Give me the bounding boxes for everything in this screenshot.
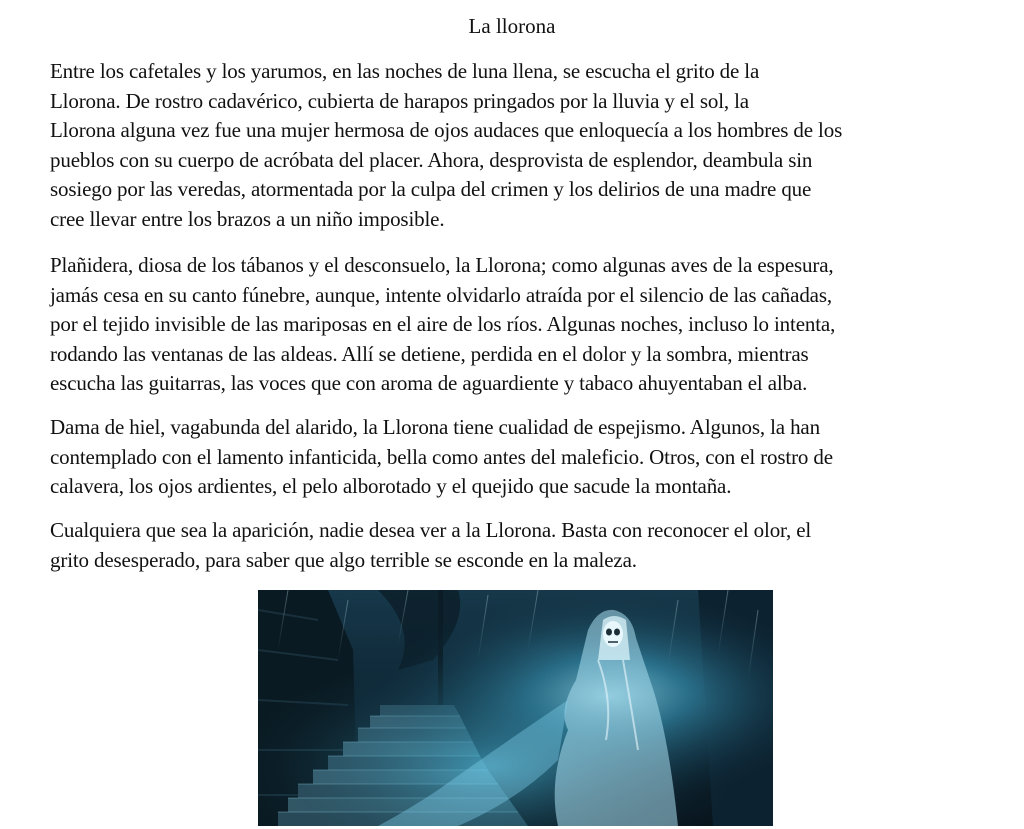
paragraph-line: Dama de hiel, vagabunda del alarido, la Llorona tiene cualidad de espejismo. Algunos, la han xyxy=(50,415,820,439)
paragraph-line: cree llevar entre los brazos a un niño imposible. xyxy=(50,206,445,231)
paragraph-2 xyxy=(50,251,985,399)
paragraph-line: escucha las guitarras, las voces que con aroma de aguardiente y tabaco ahuyentaban el alba. xyxy=(50,371,808,396)
paragraph-1 xyxy=(50,57,985,235)
paragraph-line: pueblos con su cuerpo de acróbata del placer. Ahora, desprovista de esplendor, deambula sin xyxy=(50,147,813,172)
paragraph-4 xyxy=(50,516,985,575)
skull xyxy=(603,621,623,647)
ghost-stairs-image xyxy=(258,590,773,826)
paragraph-line: Cualquiera que sea la aparición, nadie desea ver a la Llorona. Basta con reconocer el olor, el xyxy=(50,518,812,542)
paragraph-line: rodando las ventanas de las aldeas. Allí se detiene, perdida en el dolor y la sombra, mientras xyxy=(50,341,809,366)
document-title: La llorona xyxy=(468,14,556,38)
paragraph-line: calavera, los ojos ardientes, el pelo alborotado y el quejido que sacude la montaña. xyxy=(50,474,732,499)
paragraph-line: Entre los cafetales y los yarumos, en las noches de luna llena, se escucha el grito de la xyxy=(50,59,760,83)
paragraph-line: contemplado con el lamento infanticida, bella como antes del maleficio. Otros, con el rostro de xyxy=(50,444,833,469)
paragraph-line: jamás cesa en su canto fúnebre, aunque, intente olvidarlo atraída por el silencio de las cañadas, xyxy=(50,282,832,307)
paragraph-line: por el tejido invisible de las mariposas en el aire de los ríos. Algunas noches, incluso lo intenta, xyxy=(50,312,836,337)
paragraph-line: grito desesperado, para saber que algo terrible se esconde en la maleza. xyxy=(50,547,637,572)
llorona-illustration xyxy=(258,590,773,826)
paragraph-line: sosiego por las veredas, atormentada por la culpa del crimen y los delirios de una madre que xyxy=(50,177,812,202)
paragraph-line: Llorona alguna vez fue una mujer hermosa de ojos audaces que enloquecía a los hombres de los xyxy=(50,118,843,143)
paragraph-3 xyxy=(50,413,985,502)
paragraph-line: Llorona. De rostro cadavérico, cubierta de harapos pringados por la lluvia y el sol, la xyxy=(50,88,749,113)
paragraph-line: Plañidera, diosa de los tábanos y el desconsuelo, la Llorona; como algunas aves de la espesura, xyxy=(50,253,834,277)
